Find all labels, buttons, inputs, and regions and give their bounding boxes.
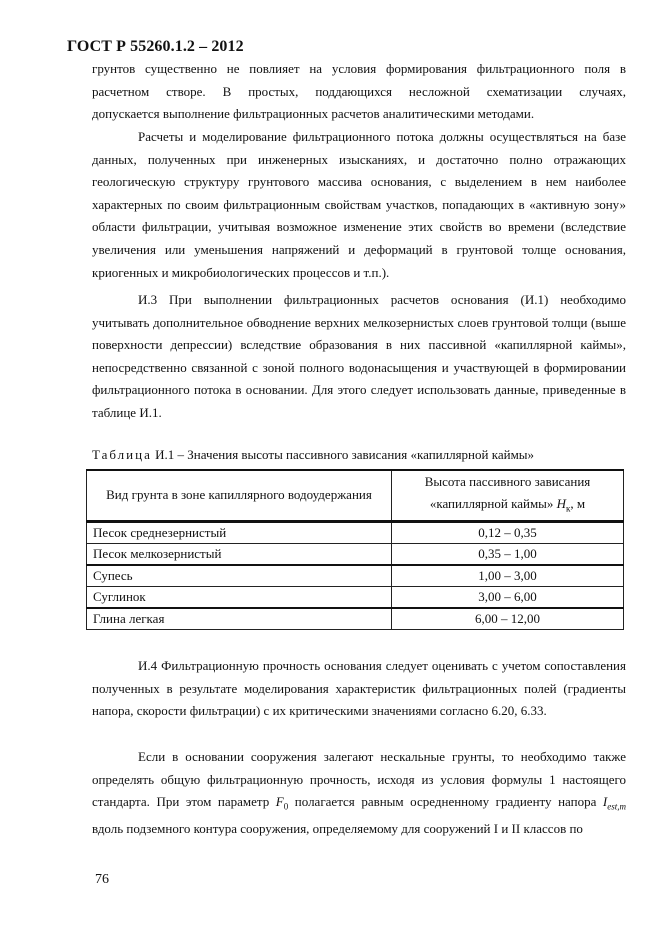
table-row <box>87 608 624 630</box>
table-caption <box>92 447 534 463</box>
soil-cell: Глина легкая <box>87 608 392 630</box>
paragraph-text: Расчеты и моделирование фильтрационного потока должны осуществляться на базе данных, полученных при инженерных изысканиях, и достаточно полно отражающих геологическую структуру грунтового массива основания, с выделением в нем наиболее характерных по своим фильтрационным свойствам участков, попадающих в «активную зону» области фильтрации, учитывая возможное изменение этих свойств во времени (вследствие увеличения или уменьшения напряжений и деформаций в грунтовой толще основания, криогенных и микробиологических процессов и т.п.). <box>92 129 626 280</box>
table-row <box>87 565 624 587</box>
column-header-height: Высота пассивного зависания «капиллярной каймы» $H_к$, м <box>392 470 624 521</box>
page-number: 76 <box>95 872 109 887</box>
text-line: грунтов существенно не повлияет на условия формирования фильтрационного поля в <box>92 61 626 76</box>
height-cell: 3,00 – 6,00 <box>392 586 624 608</box>
paragraph-modeling <box>92 126 626 284</box>
paragraph-text: И.4 Фильтрационную прочность основания следует оценивать с учетом сопоставления полученных в результате моделирования характеристик фильтрационных полей (градиенты напора, скорости фильтрации) с их критическими значениями согласно 6.20, 6.33. <box>92 658 626 719</box>
height-cell: 1,00 – 3,00 <box>392 565 624 587</box>
paragraph-i3 <box>92 289 626 425</box>
table-caption-label: Таблица <box>92 447 152 462</box>
column-header-soil-type: Вид грунта в зоне капиллярного водоудержания <box>87 470 392 521</box>
paragraph-text: И.3 При выполнении фильтрационных расчетов основания (И.1) необходимо учитывать дополнительное обводнение верхних мелкозернистых слоев грунтовой толщи (выше поверхности депрессии) вследствие образования в них пассивной «капиллярной каймы», непосредственно связанной с зоной полного водонасыщения и участвующей в формировании фильтрационного потока в основании. Для этого следует использовать данные, приведенные в таблице И.1. <box>92 292 626 420</box>
table-row <box>87 543 624 565</box>
table-row <box>87 586 624 608</box>
soil-cell: Супесь <box>87 565 392 587</box>
height-cell: 0,12 – 0,35 <box>392 521 624 543</box>
table-header-row <box>87 470 624 521</box>
height-cell: 0,35 – 1,00 <box>392 543 624 565</box>
document-header: ГОСТ Р 55260.1.2 – 2012 <box>67 38 244 55</box>
table-row <box>87 521 624 543</box>
paragraph-general-strength <box>92 746 626 841</box>
height-cell: 6,00 – 12,00 <box>392 608 624 630</box>
soil-cell: Суглинок <box>87 586 392 608</box>
soil-cell: Песок мелкозернистый <box>87 543 392 565</box>
text-line: расчетном створе. В простых, поддающихся несложной схематизации случаях, <box>92 83 626 99</box>
paragraph-i4 <box>92 655 626 723</box>
table-caption-text: И.1 – Значения высоты пассивного зависания «капиллярной каймы» <box>151 447 535 462</box>
soil-cell: Песок среднезернистый <box>87 521 392 543</box>
symbol-i-est: I <box>602 794 608 810</box>
symbol-f0: F <box>275 794 284 810</box>
paragraph-continuation <box>92 58 626 126</box>
text-line: допускается выполнение фильтрационных расчетов аналитическими методами. <box>92 106 535 122</box>
capillary-fringe-table <box>86 469 624 630</box>
paragraph-text: Если в основании сооружения залегают нескальные грунты, то необходимо также определять общую фильтрационную прочность, исходя из условия формулы 1 настоящего стандарта. При этом параметр $F_0$ полагается равным осредненному градиенту напора $I_{est,m}$ вдоль подземного контура сооружения, определяемому для сооружений I и II классов по <box>92 749 626 837</box>
